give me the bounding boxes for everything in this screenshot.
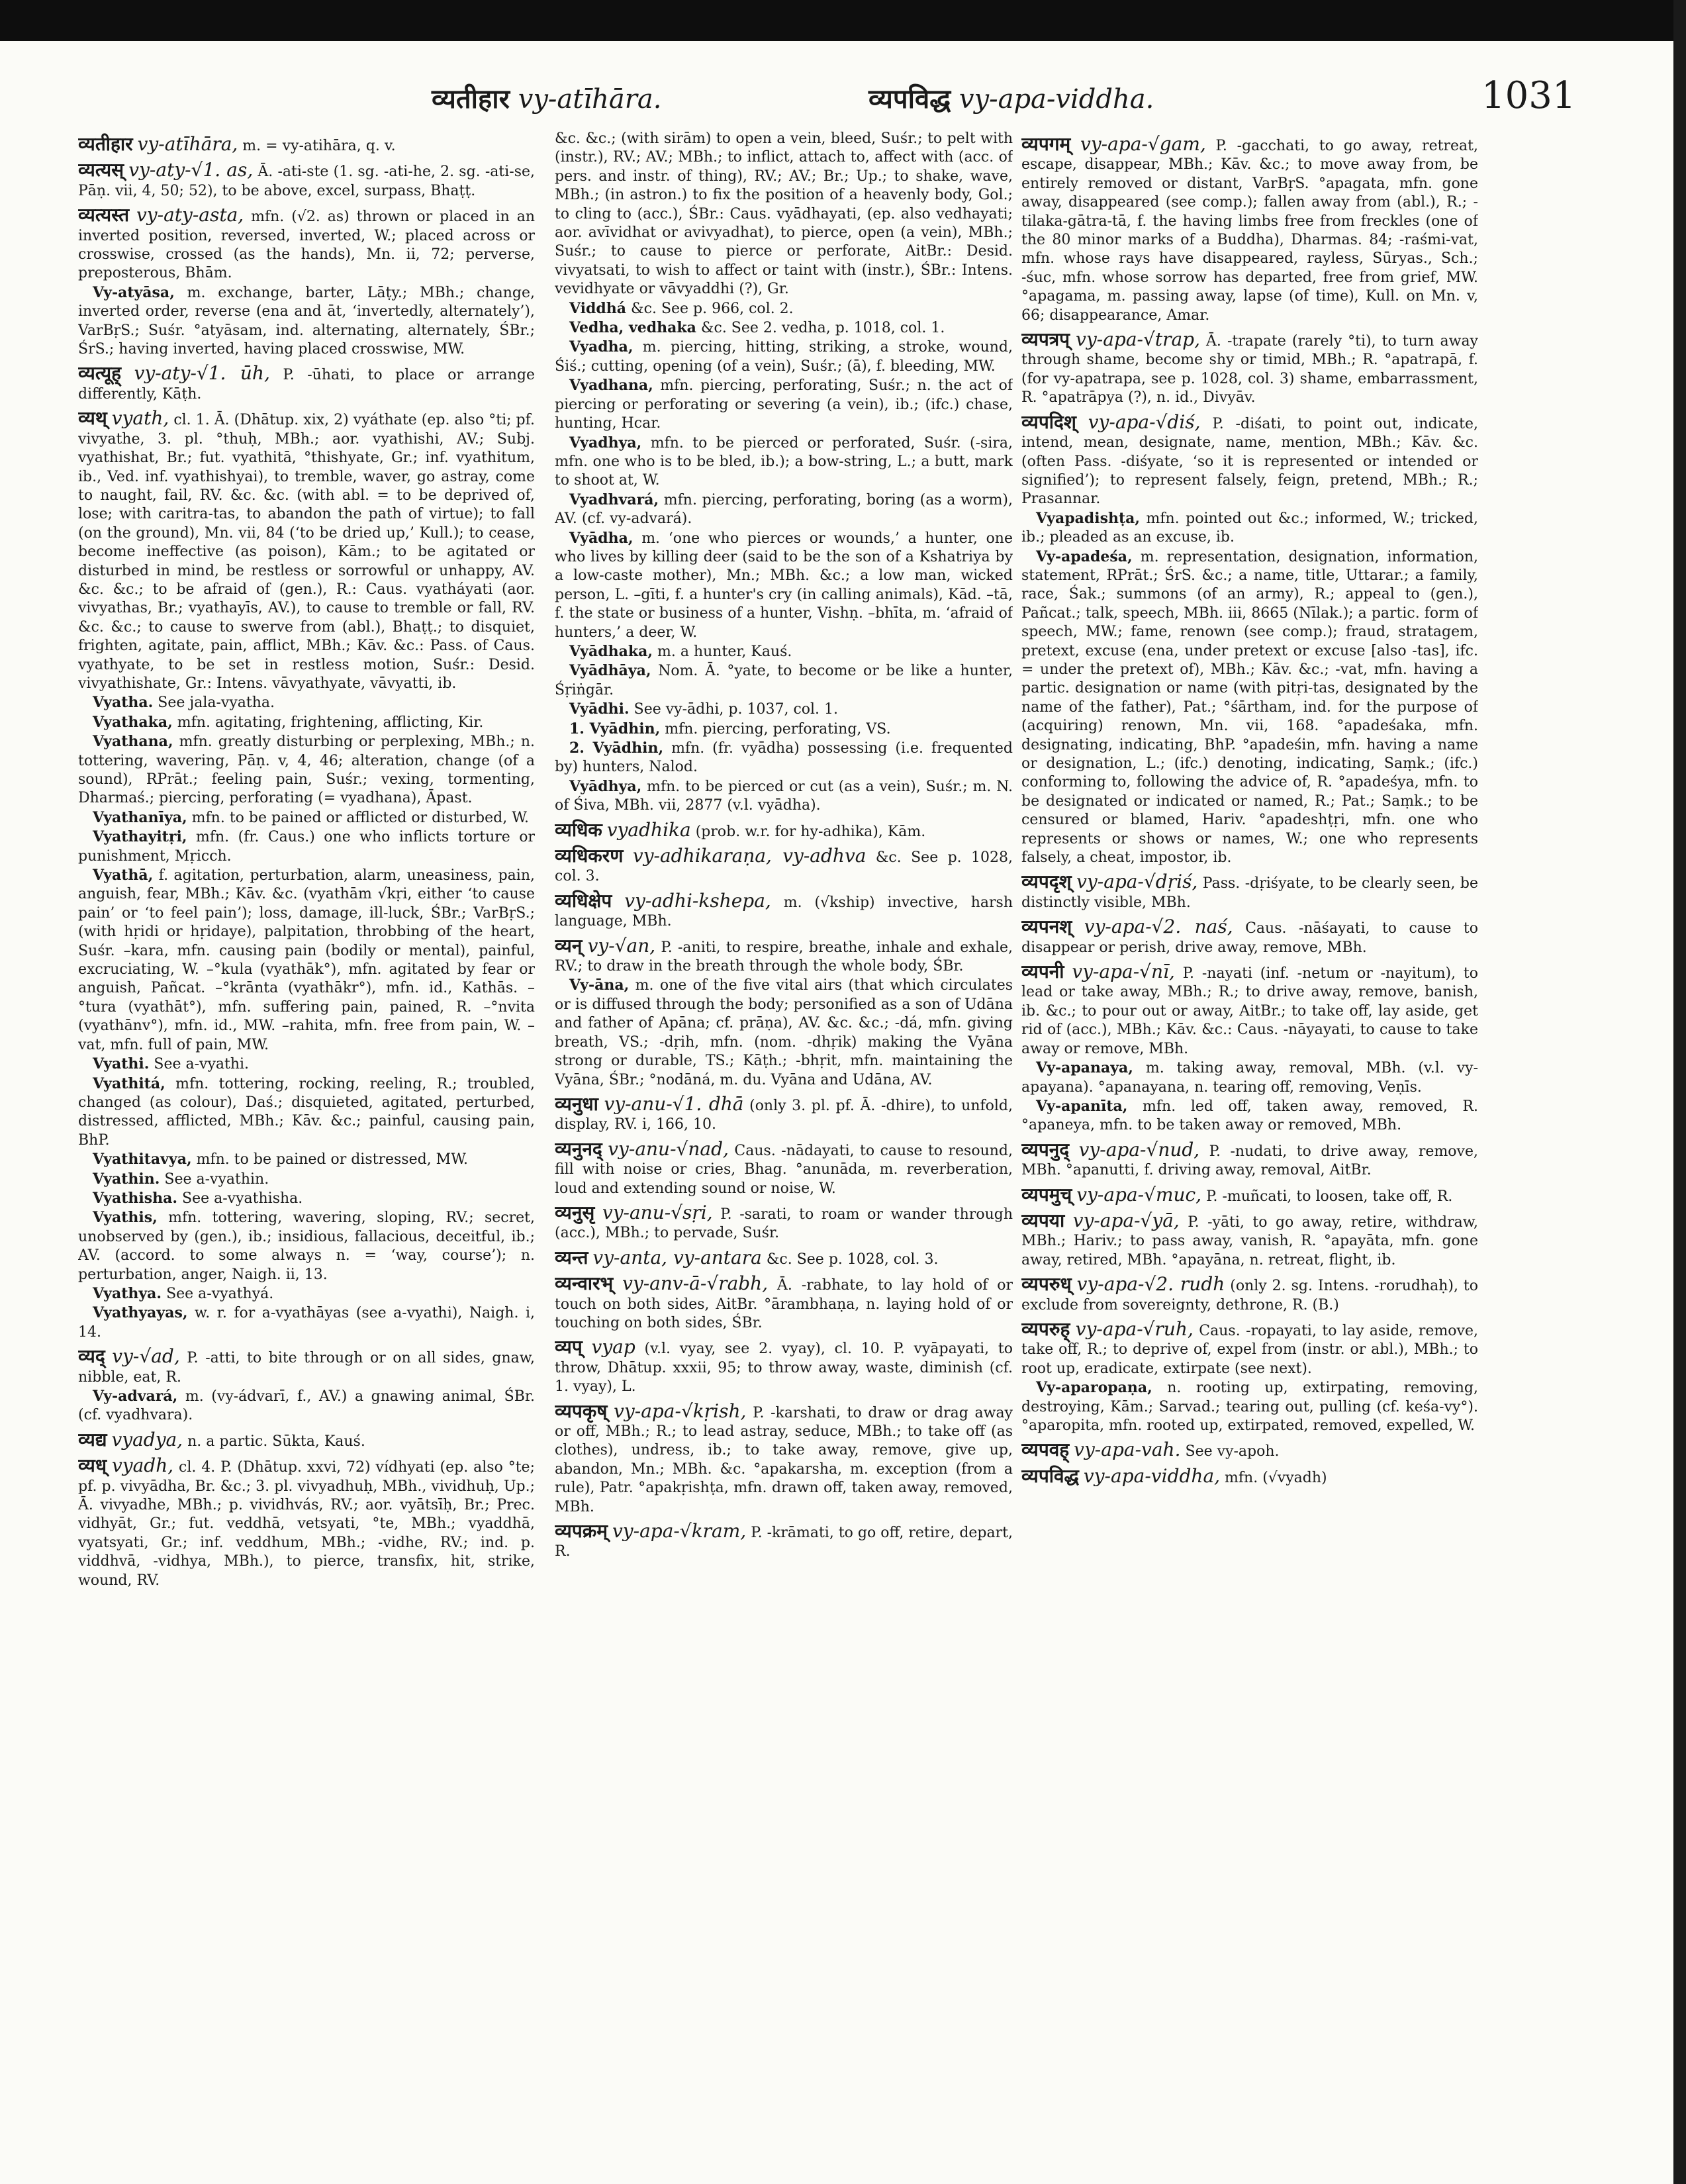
dictionary-entry: [78, 135, 535, 156]
entry-definition: P. -aniti, to respire, breathe, inhale and exhale, RV.; to draw in the breath through the whole body, ŚBr.: [555, 939, 1013, 975]
entry-definition: Nom. Ā. °yate, to become or be like a hunter, Śṛiṅgār.: [555, 663, 1013, 698]
dictionary-subentry: [78, 1284, 535, 1304]
dictionary-entry: [1021, 1317, 1478, 1378]
page-number: 1031: [1481, 74, 1576, 117]
entry-definition: w. r. for a-vyathāyas (see a-vyathi), Naigh. i, 14.: [78, 1305, 535, 1341]
dictionary-column-1: [78, 130, 535, 2156]
entry-definition: f. agitation, perturbation, alarm, uneasiness, pain, anguish, fear, MBh.; Kāv. &c. (vyathām √kṛi, either ‘to cause pain’ or ‘to feel pain’); loss, damage, ill-luck, ŚBr.; VarBṛS.; (with hṛidi or hṛidaye), palpitation, throbbing of the heart, Suśr. –kara, mfn. causing pain (bodily or mental), painful, excruciating, W. –°kula (vyathāk°), mfn. agitated by fear or anguish, Pañcat. –°krānta (vyathākr°), mfn. id., Kathās. –°tura (vyathāt°), mfn. suffering pain, pained, R. –°nvita (vyathānv°), mfn. id., MW. –rahita, mfn. free from pain, W. –vat, mfn. full of pain, MW.: [78, 867, 535, 1053]
dictionary-entry: [555, 1338, 1013, 1396]
entry-definition: P. -atti, to bite through or on all sides, gnaw, nibble, eat, R.: [78, 1350, 535, 1386]
entry-headword: vy-apa-√kṛish,: [614, 1400, 747, 1422]
entry-devanagari-headword: व्यपदिश्: [1021, 410, 1076, 433]
entry-definition: P. -diśati, to point out, indicate, intend, mean, designate, name, mention, MBh.; Kāv. &c. (often Pass. -diśyate, ‘so it is represented or intended or signified’); to represent falsely, feign, pretend, MBh.; R.; Prasannar.: [1021, 415, 1478, 508]
dictionary-entry: [555, 1274, 1013, 1333]
entry-devanagari-headword: व्यपया: [1021, 1209, 1065, 1231]
entry-definition: m. piercing, hitting, striking, a stroke, wound, Śiś.; cutting, opening (of a vein), Suśr.; (ā), f. bleeding, MW.: [555, 339, 1013, 375]
entry-headword: Vyatha.: [93, 694, 154, 712]
dictionary-entry: [555, 1137, 1013, 1198]
entry-definition: mfn. agitating, frightening, afflicting, Kir.: [172, 714, 484, 731]
running-head-middle-roman: vy-apa-viddha.: [959, 84, 1154, 115]
entry-headword: Vyapadishṭa,: [1036, 509, 1141, 527]
entry-headword: Viddhá: [569, 299, 627, 317]
dictionary-entry: [555, 889, 1013, 931]
entry-headword: vy-apa-√gam,: [1080, 133, 1206, 155]
entry-definition: mfn. tottering, wavering, sloping, RV.; secret, unobserved by (gen.), ib.; insidious, fallacious, deceitful, ib.; AV. (accord. to some always n. = ‘way, course’); n. perturbation, anger, Naigh. ii, 13.: [78, 1210, 535, 1283]
dictionary-subentry: [1021, 547, 1478, 868]
entry-devanagari-headword: व्यपक्रम्: [555, 1520, 608, 1543]
dictionary-subentry: [555, 642, 1013, 661]
entry-devanagari-headword: व्यपरुह्: [1021, 1317, 1070, 1340]
entry-definition: P. -muñcati, to loosen, take off, R.: [1201, 1188, 1453, 1205]
dictionary-subentry: [555, 299, 1013, 318]
dictionary-subentry: [555, 529, 1013, 642]
entry-headword: Vyathitá,: [93, 1074, 165, 1092]
entry-devanagari-headword: व्यधिक: [555, 818, 602, 841]
entry-headword: Vyādhi.: [569, 700, 630, 718]
dictionary-subentry: [555, 434, 1013, 491]
entry-definition: n. rooting up, extirpating, removing, destroying, Kām.; Sarvad.; tearing out, pulling (cf. keśa-vy°). °aparopita, mfn. rooted up, extirpated, removed, expelled, W.: [1021, 1380, 1478, 1434]
dictionary-entry: [555, 1522, 1013, 1562]
entry-definition: mfn. (√2. as) thrown or placed in an inverted position, reversed, inverted, W.; placed across or crosswise, crossed (as the hands), Mn. ii, 72; perverse, preposterous, Bhām.: [78, 209, 535, 282]
dictionary-entry: [1021, 1138, 1478, 1180]
entry-headword: Vy-apanaya,: [1036, 1059, 1133, 1077]
entry-definition: m. a hunter, Kauś.: [653, 643, 792, 660]
dictionary-entry: [78, 409, 535, 693]
entry-headword: Vyādha,: [569, 529, 633, 547]
dictionary-entry: [555, 847, 1013, 886]
entry-devanagari-headword: व्यतीहार: [78, 133, 133, 155]
dictionary-subentry: [555, 720, 1013, 739]
entry-headword: 1. Vyādhin,: [569, 720, 661, 737]
dictionary-entry: [1021, 963, 1478, 1059]
running-head-left-roman: vy-atīhāra.: [518, 84, 662, 115]
running-head-middle-devanagari: व्यपविद्ध: [868, 84, 951, 115]
dictionary-subentry: [78, 828, 535, 866]
entry-definition: mfn. tottering, rocking, reeling, R.; troubled, changed (as colour), Daś.; disquieted, agitated, perturbed, distressed, afflicted, MBh.; Kāv. &c.; painful, causing pain, BhP.: [78, 1075, 535, 1149]
entry-headword: Vyādhya,: [569, 777, 642, 795]
entry-definition: &c. See p. 966, col. 2.: [626, 300, 794, 317]
entry-definition: See vy-apoh.: [1180, 1443, 1280, 1460]
entry-devanagari-headword: व्यत्यस्त: [78, 204, 130, 226]
entry-devanagari-headword: व्यपवह्: [1021, 1439, 1070, 1461]
entry-devanagari-headword: व्यध्: [78, 1454, 107, 1477]
dictionary-subentry: [555, 700, 1013, 719]
entry-headword: vy-apa-√2. naś,: [1084, 916, 1233, 938]
entry-definition: P. -gacchati, to go away, retreat, escape, disappear, MBh.; Kāv. &c.; to move away from, be entirely removed or distant, VarBṛS. °apagata, mfn. gone away, disappeared (see comp.); fallen away from (abl.), R.; -tilaka-gātra-tā, f. the having limbs free from freckles (one of the 80 minor marks of a Buddha), Dharmas. 84; -raśmi-vat, mfn. whose rays have disappeared, rayless, Sūryas., Sch.; -śuc, mfn. whose sorrow has departed, free from grief, MW. °apagama, m. passing away, lapse (of time), Kull. on Mn. v, 66; disappearance, Amar.: [1021, 138, 1478, 324]
entry-headword: vy-aty-asta,: [136, 204, 244, 226]
entry-headword: Vyathanīya,: [93, 808, 187, 826]
entry-definition: P. -krāmati, to go off, retire, depart, R.: [555, 1525, 1013, 1560]
entry-definition: &c. See p. 1028, col. 3.: [555, 849, 1013, 885]
entry-definition: P. -karshati, to draw or drag away or off, MBh.; R.; to lead astray, seduce, MBh.; to take off (as clothes), undress, ib.; to take away, remove, give up, abandon, Mn.; MBh. &c. °apakarsha, m. exception (from a rule), Patr. °apakṛishṭa, mfn. drawn off, taken away, removed, MBh.: [555, 1404, 1013, 1515]
entry-headword: Vyathayitṛi,: [93, 828, 187, 846]
entry-definition: See vy-ādhi, p. 1037, col. 1.: [629, 701, 839, 718]
entry-devanagari-headword: व्यद्य: [78, 1428, 107, 1450]
entry-definition: mfn. piercing, perforating, Suśr.; n. the act of piercing or perforating or severing (a vein), ib.; (ifc.) chase, hunting, Hcar.: [555, 377, 1013, 432]
entry-definition: (v.l. vyay, see 2. vyay), cl. 10. P. vyāpayati, to throw, Dhātup. xxxii, 95; to throw away, waste, diminish (cf. 1. vyay), L.: [555, 1341, 1013, 1396]
entry-headword: vy-apa-√diś,: [1088, 410, 1201, 433]
entry-devanagari-headword: व्यन्वारभ्: [555, 1272, 614, 1295]
entry-definition: mfn. (fr. Caus.) one who inflicts torture or punishment, Mṛicch.: [78, 829, 535, 865]
dictionary-subentry: [78, 693, 535, 712]
entry-headword: vy-aty-√1. as,: [128, 159, 254, 181]
dictionary-subentry: [78, 866, 535, 1055]
dictionary-subentry: [1021, 1059, 1478, 1097]
dictionary-entry: [78, 161, 535, 201]
entry-headword: Vyathana,: [93, 733, 173, 751]
entry-headword: vy-apa-√trap,: [1076, 328, 1200, 351]
entry-headword: vyath,: [111, 407, 169, 430]
entry-devanagari-headword: व्यथ्: [78, 407, 107, 430]
entry-headword: vy-apa-√nud,: [1078, 1138, 1200, 1161]
entry-headword: vy-√an,: [587, 934, 656, 957]
entry-headword: vy-anu-√1. dhā: [604, 1092, 744, 1115]
entry-headword: Vyathaka,: [93, 713, 173, 731]
dictionary-column-2: [555, 130, 1013, 2156]
entry-headword: Vyadhvará,: [569, 491, 659, 508]
dictionary-entry: [555, 818, 1013, 841]
dictionary-entry: [555, 1246, 1013, 1269]
entry-headword: Vyathitavya,: [93, 1151, 192, 1168]
entry-devanagari-headword: व्यपदृश्: [1021, 871, 1072, 893]
entry-devanagari-headword: व्यपनुद्: [1021, 1138, 1070, 1161]
entry-definition: Ā. -ati-ste (1. sg. -ati-he, 2. sg. -ati-se, Pāṇ. vii, 4, 50; 52), to be above, excel, surpass, Bhaṭṭ.: [78, 164, 535, 199]
entry-headword: vy-adhi-kshepa,: [624, 889, 771, 912]
entry-definition: mfn. to be pierced or cut (as a vein), Suśr.; m. N. of Śiva, MBh. vii, 2877 (v.l. vyādha).: [555, 778, 1013, 814]
entry-definition: &c. See 2. vedha, p. 1018, col. 1.: [696, 320, 945, 337]
dictionary-subentry: [78, 713, 535, 732]
entry-definition: (only 3. pl. pf. Ā. -dhire), to unfold, display, RV. i, 166, 10.: [555, 1097, 1013, 1133]
entry-definition: Caus. -nāśayati, to cause to disappear or perish, drive away, remove, MBh.: [1021, 920, 1478, 956]
entry-headword: vy-√ad,: [112, 1345, 180, 1368]
dictionary-entry: [1021, 1211, 1478, 1270]
dictionary-entry: [78, 1347, 535, 1387]
entry-headword: vy-anta, vy-antara: [592, 1246, 762, 1268]
entry-headword: vyap: [591, 1336, 635, 1358]
entry-headword: vy-adhikaraṇa, vy-adhva: [632, 845, 866, 867]
entry-devanagari-headword: व्यन्: [555, 934, 583, 957]
dictionary-entry: [555, 1402, 1013, 1517]
entry-devanagari-headword: व्यधिक्षेप: [555, 889, 612, 912]
dictionary-entry: [1021, 1441, 1478, 1461]
entry-devanagari-headword: व्यन्त: [555, 1246, 588, 1268]
entry-definition: cl. 1. Ā. (Dhātup. xix, 2) vyáthate (ep. also °ti; pf. vivyathe, 3. pl. °thuḥ, MBh.; aor. vyathishi, AV.; Subj. vyathishat, Br.; fut. vyathitā, °thishyate, Gr.; inf. vyathitum, ib., Ved. inf. vyathishyai), to tremble, waver, go astray, come to naught, fail, RV. &c. &c. (with abl. = to be deprived of, lose; with caritra-tas, to abandon the path of virtue); to fall (on the ground), Mn. vii, 84 (‘to be dried up,’ Kull.); to cease, become ineffective (as poison), Kām.; to be agitated or disturbed in mind, be restless or sorrowful or unhappy, AV. &c. &c.; to be afraid of (gen.), R.: Caus. vyatháyati (aor. vivyathas, Br.; vyathayīs, AV.), to cause to tremble or fall, RV. &c. &c.; to cause to swerve from (abl.), Bhaṭṭ.; to disquiet, frighten, agitate, pain, afflict, MBh.; Kāv. &c.: Pass. of Caus. vyathyate, to be set in restless motion, Suśr.: Desid. vivyathishate, Gr.: Intens. vāvyathyate, vāvyatti, ib.: [78, 412, 535, 692]
entry-headword: Vyathi.: [93, 1055, 150, 1073]
entry-definition: mfn. (fr. vyādha) possessing (i.e. frequented by) hunters, Nalod.: [555, 740, 1013, 776]
dictionary-subentry: [1021, 509, 1478, 547]
entry-definition: Caus. -nādayati, to cause to resound, fill with noise or cries, Bhag. °anunāda, m. reverberation, loud and extending sound or noise, W.: [555, 1142, 1013, 1197]
entry-headword: 2. Vyādhin,: [569, 739, 664, 757]
entry-devanagari-headword: व्यपमुच्: [1021, 1183, 1072, 1206]
dictionary-subentry: [555, 318, 1013, 338]
dictionary-entry: [555, 1201, 1013, 1243]
entry-headword: Vyadhana,: [569, 377, 653, 395]
entry-headword: vyadhika: [606, 818, 691, 841]
dictionary-entry: [78, 206, 535, 283]
entry-headword: vy-apa-√dṛiś,: [1076, 871, 1198, 893]
entry-definition: (only 2. sg. Intens. -rorudhaḥ), to exclude from sovereignty, dethrone, R. (B.): [1021, 1278, 1478, 1313]
entry-devanagari-headword: व्यत्यूह्: [78, 362, 122, 385]
entry-definition: mfn. to be pained or afflicted or disturbed, W.: [187, 809, 529, 826]
entry-headword: vyadh,: [111, 1454, 174, 1477]
entry-headword: Vy-āna,: [569, 976, 630, 994]
dictionary-subentry: [78, 1150, 535, 1169]
entry-definition: m. (√kship) invective, harsh language, MBh.: [555, 894, 1013, 930]
dictionary-subentry: [78, 1170, 535, 1189]
entry-definition: m. one of the five vital airs (that which circulates or is diffused through the body; personified as a son of Udāna and father of Apāna; cf. prāṇa), AV. &c. &c.; -dá, mfn. giving breath, VS.; -dṛih, mfn. (nom. -dhṛik) making the Vyāna strong or durable, TS.; Kāṭh.; -bhṛit, mfn. maintaining the Vyāna, ŚBr.; °nodāná, m. du. Vyāna and Udāna, AV.: [555, 977, 1013, 1088]
running-head-left: [432, 79, 661, 116]
dictionary-subentry: [555, 130, 1013, 299]
entry-definition: mfn. greatly disturbing or perplexing, MBh.; n. tottering, wavering, Pāṇ. v, 4, 46; alteration, change (of a sound), RPrāt.; feeling pain, Suśr.; vexing, tormenting, Dharmaś.; piercing, perforating (= vyadhana), Āpast.: [78, 734, 535, 807]
entry-definition: See jala-vyatha.: [153, 694, 275, 712]
entry-headword: Vyādhāya,: [569, 662, 651, 680]
dictionary-subentry: [78, 1387, 535, 1425]
dictionary-column-3: [1021, 130, 1478, 2156]
entry-devanagari-headword: व्यपविद्ध: [1021, 1464, 1079, 1487]
dictionary-subentry: [1021, 1097, 1478, 1135]
entry-headword: Vyādhaka,: [569, 642, 653, 660]
entry-headword: Vyathya.: [93, 1284, 162, 1302]
entry-headword: vy-apa-√muc,: [1076, 1183, 1202, 1206]
entry-headword: vyadya,: [111, 1428, 183, 1450]
entry-definition: mfn. piercing, perforating, VS.: [660, 720, 891, 737]
entry-devanagari-headword: व्यप्: [555, 1336, 583, 1358]
entry-definition: P. -nudati, to drive away, remove, MBh. °apanutti, f. driving away, removal, AitBr.: [1021, 1143, 1478, 1179]
entry-devanagari-headword: व्यनुनद्: [555, 1137, 602, 1160]
entry-headword: Vy-advará,: [93, 1388, 178, 1405]
entry-definition: mfn. pointed out &c.; informed, W.; tricked, ib.; pleaded as an excuse, ib.: [1021, 510, 1478, 546]
entry-headword: Vyadhya,: [569, 434, 642, 451]
dictionary-subentry: [555, 661, 1013, 700]
entry-definition: m. representation, designation, information, statement, RPrāt.; ŚrS. &c.; a name, title, Uttarar.; a family, race, Śak.; summons (of an army), R.; appeal to (gen.), Pañcat.; talk, speech, MBh. iii, 8665 (Nīlak.); a partic. form of speech, MW.; fame, renown (see comp.); fraud, stratagem, pretext, excuse (ena, under pretext or excuse [also -tas], ifc. = under the pretext of), MBh.; Kāv. &c.; -vat, mfn. having a partic. designation or name (with pitṛi-tas, designated by the name of the father), Pat.; °śārtham, ind. for the purpose of (acquiring) renown, Mn. vii, 168. °apadeśaka, mfn. designating, indicating, BhP. °apadeśin, mfn. having a name or designation, L.; (ifc.) denoting, indicating, Saṃk.; (ifc.) conforming to, following the advice of, R. °apadeśya, mfn. to be designated or indicated or named, R.; Pat.; Saṃk.; to be censured or blamed, Hariv. °apadeshṭṛi, mfn. one who represents or shows or names, W.; one who represents falsely, a cheat, impostor, ib.: [1021, 548, 1478, 867]
dictionary-entry: [1021, 1275, 1478, 1315]
entry-headword: Vyathin.: [93, 1170, 160, 1188]
entry-headword: Vyadha,: [569, 338, 633, 356]
entry-devanagari-headword: व्यत्यस्: [78, 159, 124, 181]
entry-definition: Ā. -trapate (rarely °ti), to turn away through shame, become shy or timid, MBh.; R. °apatrapā, f. (for vy-apatrapa, see p. 1028, col. 3) shame, embarrassment, R. °apatrāpya (?), n. id., Divyāv.: [1021, 333, 1478, 406]
entry-definition: &c. See p. 1028, col. 3.: [761, 1251, 939, 1268]
entry-definition: mfn. piercing, perforating, boring (as a worm), AV. (cf. vy-advará).: [555, 491, 1013, 528]
entry-definition: mfn. led off, taken away, removed, R. °apaneya, mfn. to be taken away or removed, MBh.: [1021, 1098, 1478, 1134]
entry-definition: mfn. to be pierced or perforated, Suśr. (-sira, mfn. one who is to be bled, ib.); a bow-string, L.; a butt, mark to shoot at, W.: [555, 434, 1013, 489]
entry-definition: (prob. w.r. for hy-adhika), Kām.: [690, 823, 926, 840]
entry-definition: See a-vyathi.: [149, 1056, 250, 1073]
entry-headword: Vy-atyāsa,: [93, 283, 175, 301]
entry-headword: vy-atīhāra,: [137, 133, 238, 155]
top-border-bar: [0, 0, 1686, 41]
dictionary-entry: [78, 1428, 535, 1451]
dictionary-entry: [78, 1456, 535, 1590]
entry-definition: n. a partic. Sūkta, Kauś.: [183, 1433, 365, 1450]
entry-headword: vy-apa-√2. rudh: [1076, 1273, 1225, 1296]
entry-devanagari-headword: व्यपरुध्: [1021, 1273, 1072, 1296]
entry-headword: Vedha, vedhaka: [569, 319, 696, 337]
dictionary-subentry: [78, 283, 535, 359]
entry-definition: P. -sarati, to roam or wander through (acc.), MBh.; to pervade, Suśr.: [555, 1206, 1013, 1242]
entry-devanagari-headword: व्यपनश्: [1021, 916, 1072, 938]
dictionary-entry: [1021, 410, 1478, 509]
dictionary-subentry: [555, 777, 1013, 816]
entry-headword: Vyathis,: [93, 1209, 158, 1227]
entry-definition: See a-vyathyá.: [162, 1285, 274, 1302]
dictionary-subentry: [78, 1304, 535, 1342]
entry-headword: vy-apa-vah.: [1074, 1439, 1181, 1461]
running-head-middle: [868, 79, 1154, 116]
entry-definition: Ā. -rabhate, to lay hold of or touch on both sides, AitBr. °ārambhaṇa, n. laying hold of or touching on both sides, ŚBr.: [555, 1277, 1013, 1331]
dictionary-entry: [1021, 1183, 1478, 1206]
entry-definition: m. = vy-atihāra, q. v.: [238, 138, 396, 154]
entry-headword: vy-aty-√1. ūh,: [134, 362, 270, 385]
dictionary-subentry: [78, 732, 535, 808]
entry-headword: vy-apa-√ruh,: [1075, 1317, 1194, 1340]
entry-definition: mfn. (√vyadh): [1220, 1469, 1327, 1486]
entry-definition: m. exchange, barter, Lāṭy.; MBh.; change, inverted order, reverse (ena and āt, ‘invertedly, alternately’), VarBṛS.; Suśr. °atyāsam, ind. alternating, alternately, ŚBr.; ŚrS.; having inverted, having placed crosswise, MW.: [78, 284, 535, 358]
dictionary-subentry: [78, 1189, 535, 1208]
entry-definition: Caus. -ropayati, to lay aside, remove, take off, R.; to deprive of, expel from (instr. or abl.), MBh.; to root up, eradicate, extirpate (see next).: [1021, 1322, 1478, 1377]
entry-definition: m. taking away, removal, MBh. (v.l. vy-apayana). °apanayana, n. tearing off, removing, Veṇīs.: [1021, 1060, 1478, 1096]
dictionary-subentry: [78, 1074, 535, 1151]
entry-headword: vy-apa-√yā,: [1072, 1209, 1180, 1231]
entry-headword: vy-apa-√nī,: [1072, 961, 1175, 983]
entry-definition: &c. &c.; (with sirām) to open a vein, bleed, Suśr.; to pelt with (instr.), RV.; AV.; MBh.; to inflict, attach to, affect with (acc. of pers. and instr. of thing), RV.; AV.; Br.; Up.; to shake, wave, MBh.; (in astron.) to fix the position of a heavenly body, Gol.; to cling to (acc.), ŚBr.: Caus. vyādhayati, (ep. also vedhayati; aor. avīvidhat or avivyadhat), to pierce, open (a vein), MBh.; Suśr.; to cause to pierce or perforate, AitBr.: Desid. vivyatsati, to wish to affect or taint with (instr.), ŚBr.: Intens. vevidhyate or vāvyaddhi (?), Gr.: [555, 130, 1013, 298]
entry-devanagari-headword: व्यपकृष्: [555, 1400, 608, 1422]
dictionary-subentry: [78, 1208, 535, 1284]
entry-definition: cl. 4. P. (Dhātup. xxvi, 72) vídhyati (ep. also °te; pf. p. vivyādha, Br. &c.; 3. pl. vivyadhuḥ, MBh., vividhuḥ, Up.; Ā. vivyadhe, MBh.; p. vividhvás, RV.; aor. vyātsīḥ, Br.; Prec. vidhyāt, Gr.; fut. veddhā, vetsyati, °te, MBh.; vyaddhā, vyatsyati, Gr.; inf. veddhum, MBh.; -vidhe, RV.; ind. p. viddhvā, -vidhya, MBh.), to pierce, transfix, hit, strike, wound, RV.: [78, 1459, 535, 1589]
dictionary-subentry: [555, 338, 1013, 376]
entry-headword: vy-apa-viddha,: [1083, 1464, 1221, 1487]
dictionary-subentry: [555, 376, 1013, 433]
entry-definition: P. -ūhati, to place or arrange differently, Kāṭh.: [78, 367, 535, 403]
dictionary-entry: [78, 364, 535, 404]
running-head-left-devanagari: व्यतीहार: [432, 84, 510, 115]
dictionary-subentry: [555, 976, 1013, 1089]
entry-definition: mfn. to be pained or distressed, MW.: [191, 1151, 468, 1168]
entry-headword: vy-anu-√nad,: [608, 1137, 729, 1160]
entry-headword: vy-apa-√kram,: [612, 1520, 747, 1543]
entry-definition: Pass. -dṛiśyate, to be clearly seen, be distinctly visible, MBh.: [1021, 875, 1478, 911]
entry-headword: Vyathā,: [93, 867, 154, 884]
dictionary-subentry: [78, 808, 535, 828]
entry-devanagari-headword: व्यनुसृ: [555, 1201, 595, 1223]
entry-devanagari-headword: व्यपगम्: [1021, 133, 1071, 155]
entry-headword: Vyathyayas,: [93, 1304, 188, 1322]
entry-devanagari-headword: व्यनुधा: [555, 1092, 598, 1115]
entry-definition: See a-vyathin.: [160, 1170, 269, 1188]
dictionary-subentry: [555, 491, 1013, 529]
entry-definition: m. (vy-ádvarī, f., AV.) a gnawing animal, ŚBr. (cf. vyadhvara).: [78, 1388, 535, 1424]
dictionary-entry: [555, 934, 1013, 976]
entry-definition: m. ‘one who pierces or wounds,’ a hunter, one who lives by killing deer (said to be the son of a Kshatriya by a low-caste mother), Mn.; MBh. &c.; a low man, wicked person, L. –gīti, f. a hunter's cry (in calling animals), Kād. –tā, f. the state or business of a hunter, Vishṇ. –bhīta, m. ‘afraid of hunters,’ a deer, W.: [555, 530, 1013, 641]
entry-devanagari-headword: व्यपत्रप्: [1021, 328, 1070, 351]
entry-headword: Vyathisha.: [93, 1189, 178, 1207]
entry-devanagari-headword: व्यद्: [78, 1345, 105, 1368]
dictionary-entry: [1021, 330, 1478, 408]
entry-devanagari-headword: व्यपनी: [1021, 961, 1064, 983]
dictionary-entry: [1021, 1464, 1478, 1488]
dictionary-subentry: [555, 739, 1013, 777]
entry-devanagari-headword: व्यधिकरण: [555, 845, 624, 867]
entry-headword: Vy-aparopaṇa,: [1036, 1379, 1152, 1397]
right-border-bar: [1673, 0, 1686, 2184]
entry-definition: P. -nayati (inf. -netum or -nayitum), to lead or take away, MBh.; R.; to drive away, remove, banish, ib. &c.; to pour out or away, AitBr.; to take off, lay aside, get rid of (acc.), MBh.; Kāv. &c.: Caus. -nāyayati, to cause to take away or remove, MBh.: [1021, 965, 1478, 1057]
entry-headword: vy-anv-ā-√rabh,: [622, 1272, 769, 1295]
dictionary-subentry: [1021, 1378, 1478, 1435]
entry-headword: Vy-apanīta,: [1036, 1097, 1128, 1115]
dictionary-entry: [555, 1092, 1013, 1135]
dictionary-subentry: [78, 1055, 535, 1074]
entry-headword: Vy-apadeśa,: [1036, 547, 1133, 565]
dictionary-entry: [1021, 135, 1478, 325]
dictionary-entry: [1021, 918, 1478, 957]
entry-definition: See a-vyathisha.: [177, 1190, 303, 1207]
dictionary-entry: [1021, 873, 1478, 912]
entry-definition: P. -yāti, to go away, retire, withdraw, MBh.; Hariv.; to pass away, vanish, R. °apayāta, mfn. gone away, retired, MBh. °apayāna, n. retreat, flight, ib.: [1021, 1213, 1478, 1268]
entry-headword: vy-anu-√sṛi,: [602, 1201, 713, 1223]
